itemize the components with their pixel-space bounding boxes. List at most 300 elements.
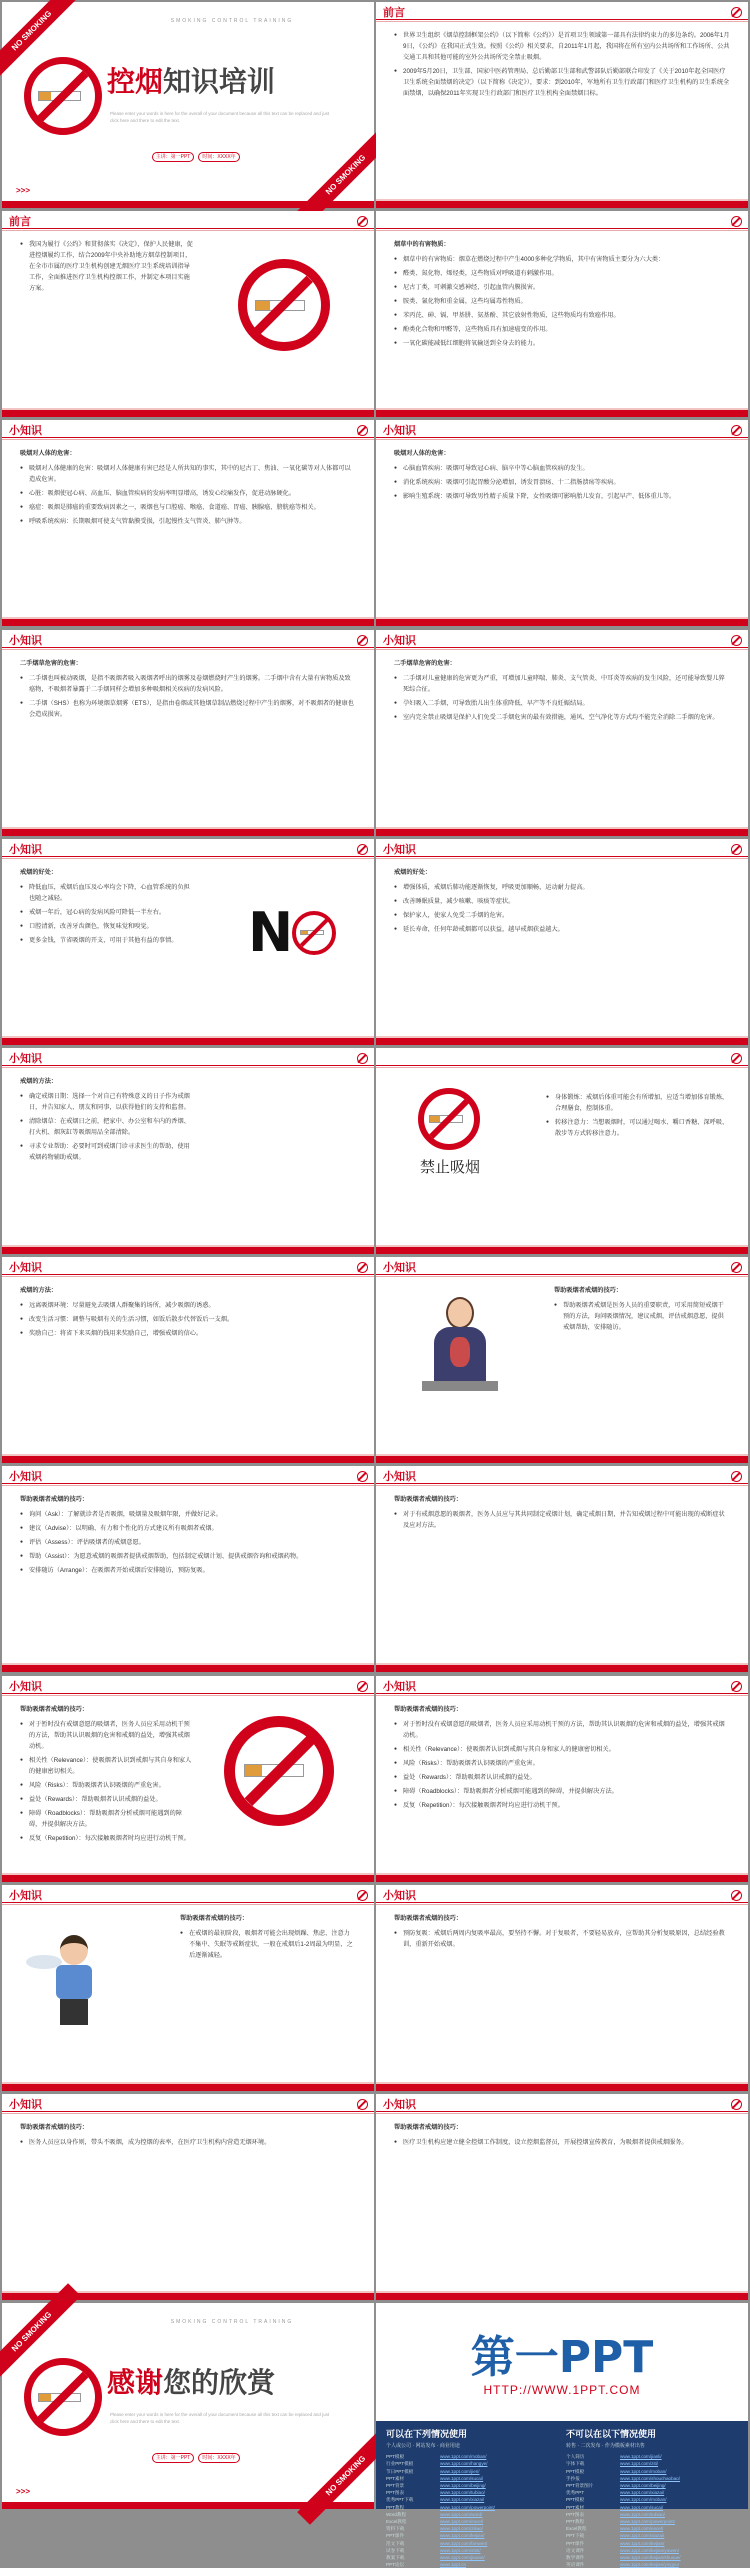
ribbon-bottom: NO SMOKING <box>297 2427 395 2525</box>
bullet-item: ● 风险（Risks）：帮助吸烟者认识吸烟的严重危害。 <box>394 1758 730 1769</box>
slide-header <box>376 1885 748 1903</box>
cover-subtitle: SMOKING CONTROL TRAINING <box>170 2319 294 2326</box>
slide-title: 小知识 <box>9 1888 42 1902</box>
smoker-illustration-icon <box>420 1297 500 1407</box>
ppt-link-row[interactable] <box>386 2482 556 2489</box>
slide-title: 小知识 <box>9 424 42 438</box>
ending-slide[interactable] <box>2 2303 374 2509</box>
slide-heading: 帮助吸烟者戒烟的技巧： <box>394 1914 463 1922</box>
content-slide[interactable] <box>2 1257 374 1463</box>
no-smoking-badge-icon <box>357 2099 368 2110</box>
ppt-right-column <box>566 2427 736 2568</box>
no-smoking-sign-icon <box>292 911 336 955</box>
link-url[interactable]: www.1ppt.com/powerpoint/ <box>620 2519 675 2525</box>
ppt-link-row[interactable] <box>566 2532 736 2539</box>
no-smoking-badge-icon <box>357 1262 368 1273</box>
link-url[interactable]: www.1ppt.com/kejian/yuwen/ <box>620 2547 679 2553</box>
link-label: PPT背景 <box>386 2483 405 2488</box>
link-label: 资料下载 <box>386 2526 405 2532</box>
link-url[interactable]: www.1ppt.com/kejian/shuxue/ <box>620 2555 681 2561</box>
arrow-decoration-icon: >>> <box>16 2487 31 2497</box>
slide-footer-bar <box>2 1247 374 1254</box>
slide-footer-bar <box>2 1875 374 1882</box>
slide-heading: 二手烟草危害的危害： <box>20 659 82 667</box>
slide-heading: 帮助吸烟者戒烟的技巧： <box>20 2124 89 2131</box>
link-label: Word教程 <box>386 2511 407 2517</box>
link-label: 手抄报 <box>566 2475 580 2481</box>
slide-header <box>376 839 748 857</box>
link-url[interactable]: www.1ppt.com/beijing/ <box>620 2483 666 2488</box>
slide-heading: 帮助吸烟者戒烟的技巧： <box>394 1705 463 1713</box>
content-slide[interactable] <box>2 839 374 1045</box>
slide-heading: 帮助吸烟者戒烟的技巧： <box>20 1496 89 1504</box>
content-slide[interactable] <box>2 1676 374 1882</box>
slide-body <box>394 30 730 102</box>
link-url[interactable]: www.1ppt.com/kejian/ <box>440 2533 485 2539</box>
link-url[interactable]: www.1ppt.com/word/ <box>440 2511 483 2517</box>
slide-header <box>2 630 374 648</box>
bullet-item: ● 改善睡眠质量，减少咳嗽、咳痰等症状。 <box>394 896 730 907</box>
slide-header <box>376 1676 748 1694</box>
content-slide[interactable] <box>376 1885 748 2091</box>
bullet-item: ● 转移注意力：当想吸烟时，可以通过喝水、嚼口香糖、深呼吸、散步等方式转移注意力。 <box>546 1117 730 1139</box>
slide-title: 小知识 <box>383 633 416 647</box>
no-smoking-badge-icon <box>731 2099 742 2110</box>
slide-heading: 帮助吸烟者戒烟的技巧： <box>180 1914 249 1922</box>
no-smoking-sign-icon <box>418 1088 480 1150</box>
link-url[interactable]: www.1ppt.com/jiaoan/ <box>440 2555 485 2561</box>
ppt-link-row[interactable] <box>386 2540 556 2547</box>
date-pill: 时间：XXXX年 <box>198 152 240 162</box>
bullet-item: ● 醛类、氮化物、烯烃类，这些物质对呼吸道有刺激作用。 <box>394 268 730 279</box>
content-slide[interactable] <box>376 1466 748 1672</box>
bullet-item: ● 益处（Rewards）：帮助吸烟者认识戒烟的益处。 <box>20 1794 194 1805</box>
bullet-item: ● 相关性（Relevance）：使吸烟者认识到戒烟与其自身和家人的健康密切相关。 <box>394 1744 730 1755</box>
slide-header <box>2 211 374 229</box>
link-url[interactable]: www.1ppt.com/excel/ <box>620 2526 664 2532</box>
ppt-link-row[interactable] <box>566 2496 736 2503</box>
link-url[interactable]: www.1ppt.cn <box>440 2562 467 2568</box>
slide-header <box>2 420 374 438</box>
bullet-item: ● 改变生活习惯：调整与吸烟有关的生活习惯，如饭后散步代替饭后一支烟。 <box>20 1314 356 1325</box>
slide-header <box>2 839 374 857</box>
slide-heading: 戒烟的方法： <box>20 1078 58 1085</box>
content-slide[interactable] <box>376 2094 748 2300</box>
bullet-item: ● 医疗卫生机构应建立健全控烟工作制度，设立控烟监督员，开展控烟宣传教育，为吸烟者提供戒烟服务。 <box>394 2137 730 2148</box>
slide-footer-bar <box>376 1247 748 1254</box>
no-smoking-badge-icon <box>357 844 368 855</box>
no-smoking-badge-icon <box>731 7 742 18</box>
slide-footer-bar <box>2 201 374 208</box>
ppt-link-row[interactable] <box>386 2489 556 2496</box>
ppt-link-row[interactable] <box>566 2547 736 2554</box>
ppt-link-row[interactable] <box>566 2482 736 2489</box>
link-url[interactable]: www.1ppt.com/xiazai/ <box>440 2497 485 2503</box>
no-smoking-badge-icon <box>357 1890 368 1901</box>
slide-footer-bar <box>2 1456 374 1463</box>
link-label: PPT课件 <box>566 2540 585 2546</box>
hand-refusing-cigarettes-icon <box>224 1716 334 1826</box>
slide-title: 小知识 <box>383 1261 416 1275</box>
bullet-item: ● 一氧化碳能减低红细胞将氧输送到全身去的能力。 <box>394 338 730 349</box>
bullet-item: ● 对于暂时没有戒烟意愿的吸烟者，医务人员应采用动机干预的方法，帮助其认识吸烟的危害和戒烟的益处，增强其戒烟动机。 <box>394 1719 730 1741</box>
bullet-item: ● 评估（Assess）：评估吸烟者的戒烟意愿。 <box>20 1537 356 1548</box>
no-smoking-badge-icon <box>731 216 742 227</box>
slide-title: 前言 <box>383 6 405 19</box>
slide-title: 小知识 <box>9 842 42 856</box>
arrow-decoration-icon: >>> <box>16 186 31 195</box>
slide-heading: 帮助吸烟者戒烟的技巧： <box>394 2124 463 2131</box>
bullet-item: ● 反复（Repetition）：每次接触吸烟者时均应进行动机干预。 <box>20 1833 194 1844</box>
no-smoking-badge-icon <box>357 1471 368 1482</box>
slide-heading: 帮助吸烟者戒烟的技巧： <box>554 1287 623 1295</box>
link-url[interactable]: www.1ppt.com/powerpoint/ <box>440 2504 495 2510</box>
ppt-link-row[interactable] <box>386 2525 556 2532</box>
bullet-item: ● 相关性（Relevance）：使吸烟者认识到戒烟与其自身和家人的健康密切相关。 <box>20 1755 194 1777</box>
title-dark: 知识培训 <box>163 65 276 98</box>
link-label: PPT模板 <box>386 2454 405 2460</box>
ribbon-top: NO SMOKING <box>0 2283 81 2381</box>
ppt-link-row[interactable] <box>566 2504 736 2511</box>
link-label: 数学课件 <box>566 2555 585 2561</box>
link-url[interactable]: www.1ppt.com/shiti/ <box>440 2547 481 2553</box>
bullet-item: ● 确定戒烟日期：选择一个对自己有特殊意义的日子作为戒烟日，并告知家人、朋友和同事，以获得他们的支持和监督。 <box>20 1091 194 1113</box>
link-label: PPT教程 <box>566 2519 585 2525</box>
link-url[interactable]: www.1ppt.com/kejian/ <box>620 2540 665 2546</box>
slide-footer-bar <box>376 2084 748 2091</box>
bullet-item: ● 酚类化合物和甲醛等，这些物质具有加速癌变的作用。 <box>394 324 730 335</box>
bullet-item: ● 我国为履行《公约》和贯彻落实《决定》，保护人民健康，促进控烟履约工作，结合2009年中央补助地方烟草控制项目，在全市市属的医疗卫生机构创建无烟医疗卫生系统培训指导工作，全面推进医疗卫生机构控烟工作，并制定本项目实施方案。 <box>20 239 194 294</box>
presenter-pill: 主讲：第一PPT <box>152 152 194 162</box>
slide-footer-bar <box>376 1875 748 1882</box>
bullet-item: ● 身体锻炼：戒烟后体重可能会有所增加，应适当增加体育锻炼，合理膳食，控制体重。 <box>546 1092 730 1114</box>
ppt-link-row[interactable] <box>566 2511 736 2518</box>
bullet-item: ● 二手烟（SHS）也称为环境烟草烟雾（ETS），是指由卷烟或其他烟草制品燃烧过程中产生的烟雾，对不吸烟者的健康也会造成损害。 <box>20 698 356 720</box>
no-smoking-badge-icon <box>731 1471 742 1482</box>
ppt-link-row[interactable] <box>566 2489 736 2496</box>
ppt-link-row[interactable] <box>566 2561 736 2568</box>
ppt-link-row[interactable] <box>566 2468 736 2475</box>
ppt-promo-slide[interactable] <box>376 2303 748 2568</box>
link-label: PPT下载 <box>566 2533 585 2539</box>
link-url[interactable]: www.1ppt.com/beijing/ <box>440 2483 486 2488</box>
slide-title: 小知识 <box>383 2098 416 2111</box>
ppt-column-subtitle: 个人或公司 · 网站发布 · 商业用途 <box>386 2443 460 2450</box>
bullet-item: ● 询问（Ask）：了解就诊者是否吸烟，吸烟量及吸烟年限，并做好记录。 <box>20 1509 356 1520</box>
link-label: 节日PPT模板 <box>386 2468 414 2474</box>
content-slide[interactable] <box>376 211 748 417</box>
ppt-url-link[interactable]: HTTP://WWW.1PPT.COM <box>483 2383 641 2398</box>
link-url[interactable]: www.1ppt.com/moban/ <box>440 2454 487 2460</box>
cover-slide[interactable] <box>2 2 374 208</box>
link-url[interactable]: www.1ppt.com/hangye/ <box>440 2461 488 2467</box>
link-label: 语文课件 <box>566 2547 585 2553</box>
ribbon-top: NO SMOKING <box>0 0 81 80</box>
slide-body <box>180 1913 356 1964</box>
slide-footer-bar <box>2 619 374 626</box>
content-slide[interactable] <box>2 420 374 626</box>
slide-body <box>20 239 194 297</box>
bullet-item: ● 保护家人，使家人免受二手烟的危害。 <box>394 910 730 921</box>
ppt-link-row[interactable] <box>566 2460 736 2467</box>
ppt-link-row[interactable] <box>386 2460 556 2467</box>
slide-header <box>2 1048 374 1066</box>
content-slide[interactable] <box>376 2 748 208</box>
link-label: PPT图表 <box>386 2490 405 2496</box>
no-smoking-badge-icon <box>357 635 368 646</box>
slide-header <box>376 1048 748 1066</box>
link-url[interactable]: www.1ppt.com/fanwen/ <box>440 2540 488 2546</box>
ppt-link-row[interactable] <box>386 2554 556 2561</box>
ppt-link-row[interactable] <box>386 2468 556 2475</box>
slide-footer-bar <box>376 2293 748 2300</box>
link-label: Excel教程 <box>566 2526 587 2532</box>
cover-title <box>107 60 275 100</box>
slide-footer-bar <box>2 2084 374 2091</box>
slide-heading: 烟草中的有害物质： <box>394 241 450 249</box>
bullet-item: ● 益处（Rewards）：帮助吸烟者认识戒烟的益处。 <box>394 1772 730 1783</box>
ppt-link-row[interactable] <box>386 2496 556 2503</box>
ppt-link-row[interactable] <box>566 2518 736 2525</box>
content-slide[interactable] <box>2 1885 374 2091</box>
slide-footer-bar <box>2 1665 374 1672</box>
slide-body <box>20 1285 356 1342</box>
ppt-link-row[interactable] <box>386 2547 556 2554</box>
slide-body <box>394 1704 730 1814</box>
no-smoking-badge-icon <box>357 1681 368 1692</box>
no-smoking-badge-icon <box>731 1890 742 1901</box>
link-url[interactable]: www.1ppt.com/kejian/yingyu/ <box>620 2562 679 2568</box>
slide-body <box>394 448 730 505</box>
slide-title: 小知识 <box>9 1679 42 1693</box>
slide-footer-bar <box>376 1665 748 1672</box>
link-url[interactable]: www.1ppt.com/xiazai/ <box>620 2533 665 2539</box>
bullet-item: ● 清除烟草：在戒烟日之前，把家中、办公室和车内的香烟、打火机、烟灰缸等吸烟用品全部清除。 <box>20 1116 194 1138</box>
presenter-pill: 主讲：第一PPT <box>152 2453 194 2463</box>
slide-heading: 戒烟的好处： <box>20 868 58 876</box>
bullet-item: ● 烟草中的有害物质：烟草在燃烧过程中产生4000多种化学物质，其中有害物质主要分为六大类： <box>394 254 730 265</box>
slide-footer-bar <box>376 1038 748 1045</box>
link-label: PPT素材 <box>386 2475 405 2481</box>
ppt-column-title: 不可以在以下情况使用 <box>566 2429 657 2440</box>
ppt-column-subtitle: 转售 · 二次发布 · 作为模板素材出售 <box>566 2443 645 2450</box>
link-label: Excel教程 <box>386 2519 407 2525</box>
cover-description: Please enter your words in here for the overall of your document because all this text can be replaced and just click here and there to edit the text. <box>110 111 330 123</box>
slide-title: 小知识 <box>383 424 416 438</box>
slide-body <box>554 1285 730 1336</box>
slide-title: 小知识 <box>383 1679 416 1693</box>
title-red: 感谢 <box>107 2366 164 2400</box>
bullet-item: ● 尼古丁类，可刺激交感神经，引起血管内膜损害。 <box>394 282 730 293</box>
ppt-link-row[interactable] <box>566 2475 736 2482</box>
no-smoking-badge-icon <box>731 1262 742 1273</box>
link-url[interactable]: www.1ppt.com/sucai/ <box>440 2475 484 2481</box>
ppt-link-row[interactable] <box>566 2453 736 2460</box>
link-label: PPT模板 <box>566 2497 585 2503</box>
bullet-item: ● 反复（Repetition）：每次接触吸烟者时均应进行动机干预。 <box>394 1800 730 1811</box>
no-smoking-badge-icon <box>731 1053 742 1064</box>
ribbon-bottom: NO SMOKING <box>297 126 395 224</box>
slide-body <box>20 448 356 530</box>
bullet-item: ● 孕妇吸入二手烟，可导致胎儿出生体重降低、早产等不良妊娠结局。 <box>394 698 730 709</box>
ppt-link-row[interactable] <box>386 2561 556 2568</box>
bullet-item: ● 癌症：吸烟是肺癌的重要致病因素之一，吸烟也与口腔癌、喉癌、食道癌、胃癌、胰腺癌、膀胱癌等相关。 <box>20 502 356 513</box>
no-smoking-badge-icon <box>731 1681 742 1692</box>
content-slide[interactable] <box>376 1676 748 1882</box>
ppt-link-row[interactable] <box>386 2532 556 2539</box>
slide-body <box>394 867 730 938</box>
ppt-link-row[interactable] <box>386 2511 556 2518</box>
ppt-link-row[interactable] <box>386 2504 556 2511</box>
content-slide[interactable] <box>376 1048 748 1254</box>
bullet-item: ● 预防复吸：戒烟后两周内复吸率最高，要坚持不懈。对于复吸者，不要轻易放弃，应帮助其分析复吸原因，总结经验教训，重新开始戒烟。 <box>394 1928 730 1950</box>
ppt-link-row[interactable] <box>566 2540 736 2547</box>
content-slide[interactable] <box>376 420 748 626</box>
link-url[interactable]: www.1ppt.com/tubiao/ <box>440 2490 485 2496</box>
bullet-item: ● 消化系统疾病：吸烟可引起胃酸分泌增加，诱发胃溃疡、十二指肠溃疡等疾病。 <box>394 477 730 488</box>
bullet-item: ● 苯丙芘、砷、镉、甲基肼、氨基酚、其它放射性物质，这些物质均有致癌作用。 <box>394 310 730 321</box>
no-smoking-badge-icon <box>731 844 742 855</box>
link-label: 英语课件 <box>566 2562 585 2568</box>
bullet-item: ● 呼吸系统疾病：长期吸烟可使支气管黏膜受损，引起慢性支气管炎、肺气肿等。 <box>20 516 356 527</box>
bullet-item: ● 奖励自己：将省下来买烟的钱用来奖励自己，增强戒烟的信心。 <box>20 1328 356 1339</box>
link-url[interactable]: www.1ppt.com/ziliao/ <box>440 2526 483 2532</box>
link-label: 教案下载 <box>386 2555 405 2561</box>
link-label: 优秀PPT <box>566 2490 585 2496</box>
slide-title: 小知识 <box>9 1261 42 1275</box>
no-smoking-sign-icon <box>238 259 330 351</box>
slide-title: 小知识 <box>9 633 42 647</box>
link-url[interactable]: www.1ppt.com/jieri/ <box>440 2468 480 2474</box>
bullet-item: ● 对于有戒烟意愿的吸烟者，医务人员应与其共同制定戒烟计划，确定戒烟日期，并告知戒烟过程中可能出现的戒断症状及应对方法。 <box>394 1509 730 1531</box>
bullet-item: ● 胺类、氰化物和重金属，这些均属毒性物质。 <box>394 296 730 307</box>
link-label: 试卷下载 <box>386 2547 405 2553</box>
bullet-item: ● 增强体质，戒烟后肺功能逐渐恢复，呼吸更加顺畅，运动耐力提高。 <box>394 882 730 893</box>
bullet-item: ● 戒烟一年后，冠心病的发病风险可降低一半左右。 <box>20 907 194 918</box>
title-red: 控烟 <box>107 65 164 98</box>
slide-footer-bar <box>376 829 748 836</box>
link-label: PPT模板 <box>566 2468 585 2474</box>
slide-body <box>20 867 194 949</box>
ppt-link-row[interactable] <box>386 2453 556 2460</box>
bullet-item: ● 口腔清新，改善牙齿颜色，恢复味觉和嗅觉。 <box>20 921 194 932</box>
link-url[interactable]: www.1ppt.com/moban/ <box>620 2497 667 2503</box>
slide-body <box>20 658 356 723</box>
content-slide[interactable] <box>376 839 748 1045</box>
slide-header <box>376 2094 748 2112</box>
bullet-item: ● 心脑血管疾病：吸烟可导致冠心病、脑卒中等心脑血管疾病的发生。 <box>394 463 730 474</box>
cover-description: Please enter your words in here for the overall of your document because all this text can be replaced and just click here and there to edit the text. <box>110 2412 330 2425</box>
content-slide[interactable] <box>2 1466 374 1672</box>
slide-header <box>2 1676 374 1694</box>
link-label: PPT课件 <box>386 2533 405 2539</box>
ppt-link-row[interactable] <box>566 2525 736 2532</box>
slide-footer-bar <box>2 410 374 417</box>
no-smoking-emblem-icon <box>24 2358 102 2436</box>
no-smoking-badge-icon <box>731 425 742 436</box>
slide-footer-bar <box>376 201 748 208</box>
bullet-item: ● 影响生殖系统：吸烟可导致男性精子质量下降，女性吸烟可影响胎儿发育，引起早产、低体重儿等。 <box>394 491 730 502</box>
slide-title: 小知识 <box>383 842 416 856</box>
slide-heading: 二手烟草危害的危害： <box>394 659 456 667</box>
boy-illustration-icon <box>46 1935 106 2045</box>
slide-footer-bar <box>2 829 374 836</box>
slide-header <box>2 1885 374 1903</box>
link-label: PPT背景图片 <box>566 2483 594 2488</box>
ppt-link-row[interactable] <box>566 2554 736 2561</box>
link-url[interactable]: www.1ppt.com/moban/ <box>620 2468 667 2474</box>
link-label: 字体下载 <box>566 2461 585 2467</box>
bullet-item: ● 对于暂时没有戒烟意愿的吸烟者，医务人员应采用动机干预的方法，帮助其认识吸烟的危害和戒烟的益处，增强其戒烟动机。 <box>20 1719 194 1752</box>
ppt-left-column <box>386 2427 556 2568</box>
slide-footer-bar <box>2 1038 374 1045</box>
slide-header <box>376 2 748 20</box>
slide-header <box>376 1466 748 1484</box>
cover-subtitle: SMOKING CONTROL TRAINING <box>170 18 294 24</box>
ppt-link-row[interactable] <box>386 2518 556 2525</box>
link-label: 行业PPT模板 <box>386 2461 414 2467</box>
ppt-link-row[interactable] <box>386 2475 556 2482</box>
slide-header <box>2 1466 374 1484</box>
content-slide[interactable] <box>376 630 748 836</box>
bullet-item: ● 二手烟对儿童健康的危害更为严重，可增加儿童哮喘、肺炎、支气管炎、中耳炎等疾病的发生风险，还可能导致婴儿猝死综合征。 <box>394 673 730 695</box>
link-url[interactable]: www.1ppt.com/jianli/ <box>620 2454 662 2460</box>
slide-body <box>394 2122 730 2151</box>
bullet-item: ● 吸烟对人体健康的危害：吸烟对人体健康有害已经是人所共知的事实，其中的尼古丁、焦油、一氧化碳等对人体都可以造成危害。 <box>20 463 356 485</box>
bullet-item: ● 延长寿命，任何年龄戒烟都可以获益，越早戒烟获益越大。 <box>394 924 730 935</box>
content-slide[interactable] <box>376 1257 748 1463</box>
slide-body <box>20 1704 194 1847</box>
slide-header <box>376 630 748 648</box>
link-url[interactable]: www.1ppt.com/xiazai/ <box>620 2490 665 2496</box>
content-slide[interactable] <box>2 1048 374 1254</box>
content-slide[interactable] <box>2 2094 374 2300</box>
slide-body <box>20 1494 356 1579</box>
bullet-item: ● 障碍（Roadblocks）：帮助吸烟者分析戒烟可能遇到的障碍，并提供解决方法。 <box>20 1808 194 1830</box>
link-url[interactable]: www.1ppt.com/sucai/ <box>620 2504 664 2510</box>
slide-heading: 戒烟的方法： <box>20 1287 58 1295</box>
link-url[interactable]: www.1ppt.com/tubiao/ <box>620 2511 665 2517</box>
slide-heading: 吸烟对人体的危害： <box>20 450 76 458</box>
no-smoking-badge-icon <box>357 1053 368 1064</box>
no-smoking-badge-icon <box>357 216 368 227</box>
link-label: PPT教程 <box>386 2504 405 2510</box>
bullet-item: ● 远离吸烟环境：尽量避免去吸烟人群聚集的场所，减少吸烟的诱惑。 <box>20 1300 356 1311</box>
bullet-item: ● 心脏：吸烟使冠心病、高血压、脑血管疾病的发病率明显增高，诱发心绞痛发作，促进动脉硬化。 <box>20 488 356 499</box>
bullet-item: ● 2009年5月20日，卫生部、国家中医药管理局、总后勤部卫生部和武警部队后勤部联合印发了《关于2010年起全国医疗卫生系统全面禁烟的决定》（以下简称《决定》），要求：到2010年，军地所有卫生行政部门和医疗卫生机构的卫生系统全面禁烟，以确保2011年实现卫生行政部门和医疗卫生机构全面禁烟目标。 <box>394 66 730 99</box>
bullet-item: ● 降低血压，戒烟后血压及心率均会下降，心血管系统的负担也随之减轻。 <box>20 882 194 904</box>
slide-title: 小知识 <box>383 1470 416 1484</box>
bullet-item: ● 世界卫生组织《烟草控制框架公约》（以下简称《公约》）是首项卫生领域第一部具有法律约束力的多边条约。2006年1月9日，《公约》在我国正式生效。按照《公约》相关要求，自2011年1月起，我国将在所有室内公共场所和工作场所、公共交通工具和其他可能的室外公共场所完全禁止吸烟。 <box>394 30 730 63</box>
slide-header <box>376 1257 748 1275</box>
link-url[interactable]: www.1ppt.com/excel/ <box>440 2519 484 2525</box>
bullet-item: ● 寻求专业帮助：必要时可到戒烟门诊寻求医生的帮助，使用戒烟药物辅助戒烟。 <box>20 1141 194 1163</box>
slide-title: 小知识 <box>383 1888 416 1902</box>
link-url[interactable]: www.1ppt.com/ziti/ <box>620 2461 659 2467</box>
slide-footer-bar <box>376 410 748 417</box>
content-slide[interactable] <box>2 630 374 836</box>
slide-body <box>394 239 730 352</box>
link-url[interactable]: www.1ppt.com/shouchaobao/ <box>620 2475 681 2481</box>
date-pill: 时间：XXXX年 <box>198 2453 240 2463</box>
slide-title: 前言 <box>9 215 31 229</box>
slide-body <box>20 1076 194 1166</box>
cover-title <box>107 2361 275 2401</box>
content-slide[interactable] <box>2 211 374 417</box>
slide-header <box>2 2094 374 2112</box>
bullet-item: ● 更多金钱，节省吸烟的开支，可用于其他有益的事情。 <box>20 935 194 946</box>
slide-body-right <box>546 1092 730 1142</box>
